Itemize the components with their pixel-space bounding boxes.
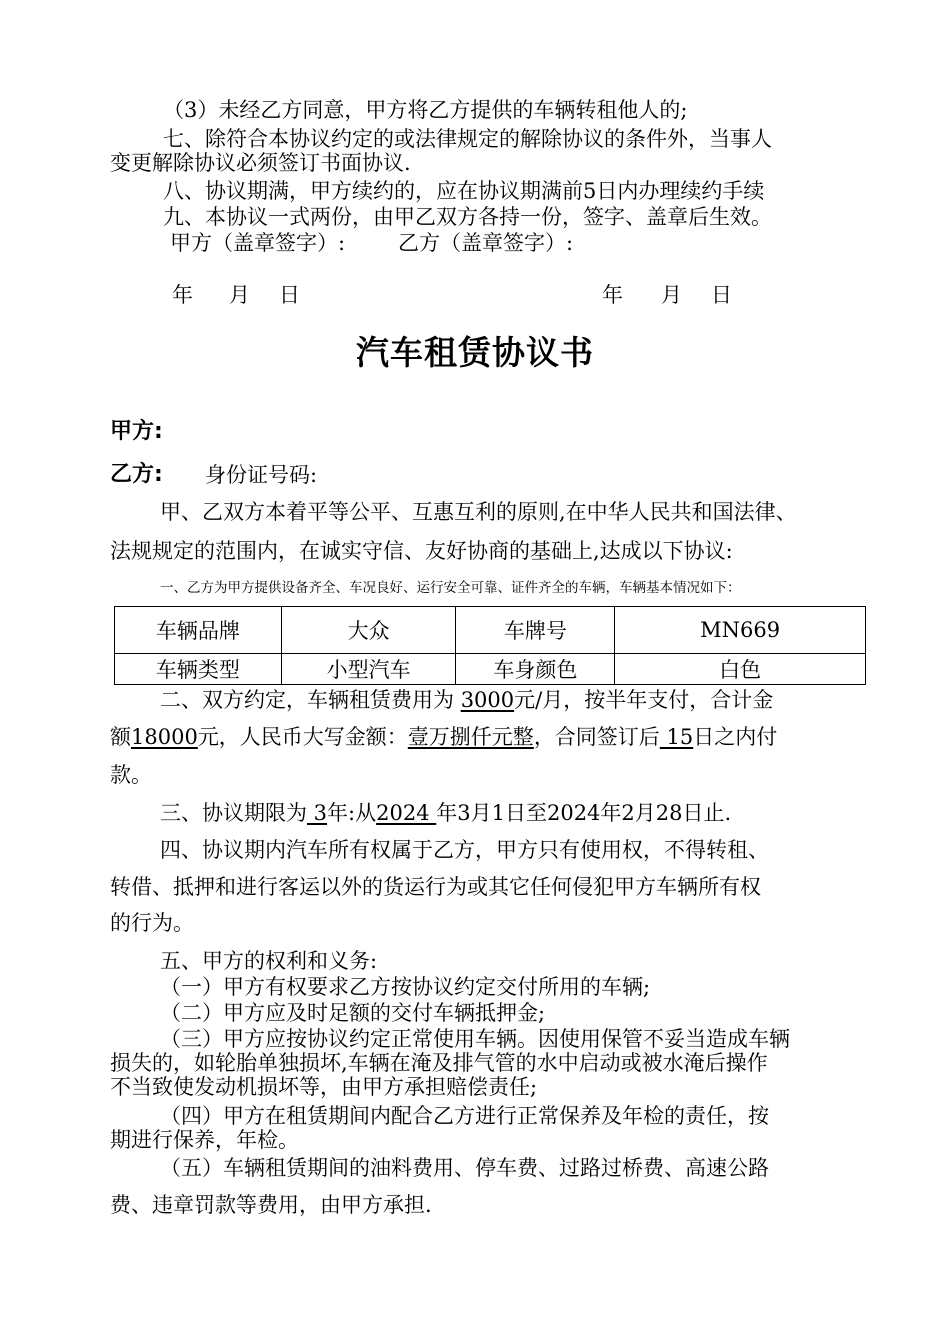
clause-8: 八、协议期满，甲方续约的，应在协议期满前5日内办理续约手续 [163,179,765,203]
date-a-year: 年 [172,283,193,307]
clause-1: 一、乙方为甲方提供设备齐全、车况良好、运行安全可靠、证件齐全的车辆，车辆基本情况如下： [160,580,741,596]
clause-7-line1: 七、除符合本协议约定的或法律规定的解除协议的条件外，当事人 [163,127,772,151]
clause-2-text: 额 [110,725,131,749]
signature-party-a: 甲方（盖章签字）: [170,231,346,255]
vehicle-info-table [114,606,866,685]
party-a-label: 甲方: [110,419,163,444]
monthly-fee: 3000 [460,688,515,712]
date-b-day: 日 [711,283,732,307]
table-cell: 小型汽车 [281,654,456,685]
clause-5-item3-line2: 损失的，如轮胎单独损坏,车辆在淹及排气管的水中启动或被水淹后操作 [110,1051,768,1075]
term-years: 3 [307,801,328,825]
table-cell: 白色 [615,654,866,685]
clause-2-text: 二、双方约定，车辆租赁费用为 [160,688,461,712]
party-b-label: 乙方: [110,462,163,487]
clause-5-item5-line1: （五）车辆租赁期间的油料费用、停车费、过路过桥费、高速公路 [160,1156,769,1180]
table-row [115,654,866,685]
total-amount: 18000 [131,725,198,749]
date-a-day: 日 [279,283,300,307]
table-cell: 车辆类型 [115,654,282,685]
table-cell: MN669 [615,607,866,654]
clause-2-text: 元/月，按半年支付，合计金 [514,688,774,712]
clause-3-text: 三、协议期限为 [160,801,307,825]
clause-2-text: 元，人民币大写金额： [197,725,408,749]
date-a-month: 月 [229,283,250,307]
intro-line2: 法规规定的范围内，在诚实守信、友好协商的基础上,达成以下协议: [110,539,733,563]
payment-days: 15 [659,725,694,749]
clause-4-line1: 四、协议期内汽车所有权属于乙方，甲方只有使用权，不得转租、 [160,838,769,862]
clause-2-text: ，合同签订后 [533,725,660,749]
document-title: 汽车租赁协议书 [356,333,594,372]
clause-3-text: 年3月1日至2024年2月28日止. [436,801,732,825]
clause-5-item2: （二）甲方应及时足额的交付车辆抵押金; [160,1001,546,1025]
total-amount-uppercase: 壹万捌仟元整 [407,725,534,749]
clause-2-line1 [160,687,773,713]
clause-5-item5-line2: 费、违章罚款等费用，由甲方承担. [110,1193,432,1217]
table-row [115,607,866,654]
clause-3 [160,800,731,826]
clause-5-item3-line1: （三）甲方应按协议约定正常使用车辆。因使用保管不妥当造成车辆 [160,1027,790,1051]
clause-item-3: （3）未经乙方同意，甲方将乙方提供的车辆转租他人的; [163,98,688,122]
clause-5-item4-line1: （四）甲方在租赁期间内配合乙方进行正常保养及年检的责任，按 [160,1104,769,1128]
clause-4-line3: 的行为。 [110,911,194,935]
date-b-year: 年 [602,283,623,307]
intro-line1: 甲、乙双方本着平等公平、互惠互利的原则,在中华人民共和国法律、 [160,500,797,524]
clause-7-line2: 变更解除协议必须签订书面协议. [110,151,411,175]
clause-4-line2: 转借、抵押和进行客运以外的货运行为或其它任何侵犯甲方车辆所有权 [110,875,761,899]
id-number-label: 身份证号码: [205,463,318,487]
signature-party-b: 乙方（盖章签字）: [398,231,574,255]
clause-5-item1: （一）甲方有权要求乙方按协议约定交付所用的车辆; [160,975,651,999]
table-cell: 大众 [281,607,456,654]
clause-2-text: 日之内付 [693,725,778,749]
date-b-month: 月 [661,283,682,307]
clause-5-heading: 五、甲方的权利和义务: [160,949,378,973]
clause-2-line2 [110,724,777,750]
table-cell: 车身颜色 [456,654,615,685]
start-year: 2024 [376,801,437,825]
table-cell: 车辆品牌 [115,607,282,654]
table-cell: 车牌号 [456,607,615,654]
clause-9: 九、本协议一式两份，由甲乙双方各持一份，签字、盖章后生效。 [163,205,772,229]
clause-2-line3: 款。 [110,763,152,787]
clause-5-item3-line3: 不当致使发动机损坏等，由甲方承担赔偿责任; [110,1075,538,1099]
clause-5-item4-line2: 期进行保养，年检。 [110,1128,299,1152]
clause-3-text: 年:从 [327,801,377,825]
